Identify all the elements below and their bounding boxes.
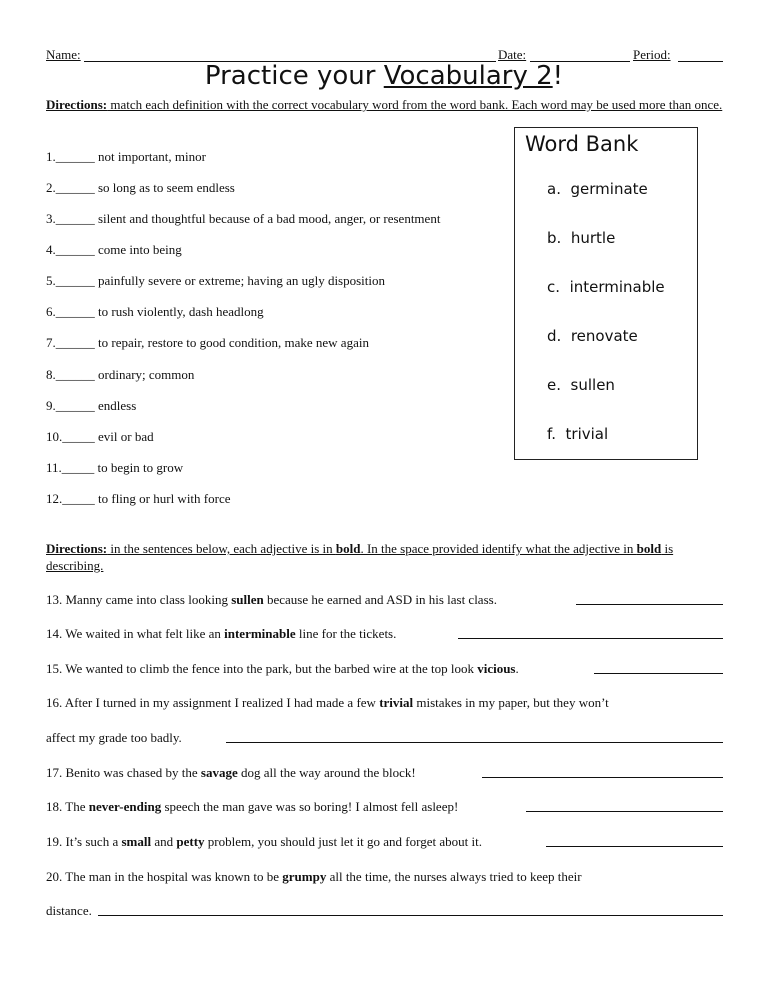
definition-number: 10.	[46, 429, 63, 444]
sentence-text: line for the tickets.	[295, 626, 397, 641]
definition-item	[46, 149, 206, 165]
sentence-13	[46, 592, 723, 608]
definition-text: to rush violently, dash headlong	[98, 304, 264, 319]
answer-line[interactable]	[482, 777, 723, 778]
sentence-text: dog all the way around the block!	[237, 765, 416, 780]
answer-blank[interactable]: ______	[55, 211, 95, 226]
sentence-text: 19. It’s such a	[46, 834, 122, 849]
sentence-text: distance.	[46, 903, 92, 918]
adjective: sullen	[231, 592, 264, 607]
adjective: trivial	[379, 695, 414, 710]
page-title	[0, 61, 768, 91]
sentence-text: and	[151, 834, 177, 849]
answer-blank[interactable]: ______	[55, 149, 95, 164]
sentence-text: speech the man gave was so boring! I almost fell asleep!	[161, 799, 459, 814]
adjective: petty	[176, 834, 205, 849]
directions-label: Directions:	[46, 97, 108, 112]
definition-number: 3.	[46, 211, 56, 226]
sentence-18	[46, 799, 723, 815]
definition-item	[46, 211, 440, 227]
word-text: sullen	[570, 376, 615, 394]
answer-line[interactable]	[546, 846, 723, 847]
definition-text: not important, minor	[98, 149, 206, 164]
answer-blank[interactable]: ______	[55, 304, 95, 319]
date-label: Date:	[498, 47, 527, 62]
sentence-text: 14. We waited in what felt like an	[46, 626, 225, 641]
definition-item	[46, 335, 369, 351]
definition-text: endless	[98, 398, 137, 413]
definition-item	[46, 367, 194, 383]
definition-item	[46, 398, 136, 414]
definition-item	[46, 180, 235, 196]
word-bank-item	[547, 180, 648, 198]
definition-number: 6.	[46, 304, 56, 319]
period-label: Period:	[633, 47, 671, 62]
directions-text: is describing.	[46, 541, 674, 573]
adjective: small	[121, 834, 152, 849]
definition-number: 5.	[46, 273, 56, 288]
word-text: trivial	[565, 425, 609, 443]
word-letter: c.	[547, 278, 561, 296]
sentence-text: mistakes in my paper, but they won’t	[413, 695, 609, 710]
answer-line[interactable]	[594, 673, 723, 674]
definition-number: 1.	[46, 149, 56, 164]
word-text: interminable	[569, 278, 665, 296]
sentence-text: .	[515, 661, 519, 676]
definition-item	[46, 491, 231, 507]
sentence-text: 15. We wanted to climb the fence into the park, but the barbed wire at the top look	[46, 661, 478, 676]
adjective: savage	[200, 765, 238, 780]
word-bank-item	[547, 278, 665, 296]
answer-blank[interactable]: _____	[62, 491, 95, 506]
sentence-text: 13. Manny came into class looking	[46, 592, 232, 607]
sentence-14	[46, 626, 723, 642]
answer-line[interactable]	[458, 638, 723, 639]
sentence-text: all the time, the nurses always tried to keep their	[326, 869, 582, 884]
answer-line[interactable]	[526, 811, 723, 812]
definition-text: so long as to seem endless	[98, 180, 235, 195]
definition-number: 4.	[46, 242, 56, 257]
definition-text: to begin to grow	[97, 460, 184, 475]
directions-text: . In the space provided identify what the adjective in	[360, 541, 637, 556]
answer-blank[interactable]: ______	[55, 335, 95, 350]
adjective: grumpy	[282, 869, 327, 884]
sentence-16	[46, 695, 723, 711]
definition-text: painfully severe or extreme; having an ugly disposition	[98, 273, 386, 288]
directions-matching	[46, 96, 726, 113]
word-text: germinate	[570, 180, 648, 198]
answer-line[interactable]	[576, 604, 723, 605]
adjective: vicious	[477, 661, 516, 676]
definition-text: evil or bad	[98, 429, 154, 444]
word-bank-item	[547, 327, 638, 345]
word-bank-title: Word Bank	[525, 132, 639, 156]
definition-item	[46, 304, 264, 320]
definition-number: 7.	[46, 335, 56, 350]
sentence-15	[46, 661, 723, 677]
word-bank-item	[547, 425, 608, 443]
definition-text: come into being	[98, 242, 182, 257]
word-letter: b.	[547, 229, 562, 247]
sentence-19	[46, 834, 723, 850]
adjective: never-ending	[88, 799, 162, 814]
answer-blank[interactable]: ______	[55, 367, 95, 382]
answer-blank[interactable]: _____	[62, 429, 95, 444]
answer-blank[interactable]: ______	[55, 242, 95, 257]
definition-item	[46, 429, 154, 445]
answer-blank[interactable]: ______	[55, 180, 95, 195]
name-label: Name:	[46, 47, 81, 62]
sentence-text: because he earned and ASD in his last class.	[263, 592, 497, 607]
word-letter: d.	[547, 327, 562, 345]
sentence-text: 17. Benito was chased by the	[46, 765, 201, 780]
word-text: hurtle	[570, 229, 616, 247]
directions-adjectives	[46, 540, 726, 574]
adjective: interminable	[224, 626, 296, 641]
bold-word: bold	[636, 541, 662, 556]
word-bank-item	[547, 229, 615, 247]
definition-text: silent and thoughtful because of a bad mood, anger, or resentment	[98, 211, 441, 226]
sentence-text: 18. The	[46, 799, 89, 814]
word-text: renovate	[570, 327, 638, 345]
sentence-text: 16. After I turned in my assignment I realized I had made a few	[46, 695, 380, 710]
answer-line[interactable]	[98, 915, 723, 916]
answer-blank[interactable]: _____	[61, 460, 95, 475]
definition-number: 8.	[46, 367, 56, 382]
sentence-16-cont	[46, 730, 723, 746]
bold-word: bold	[335, 541, 361, 556]
definition-text: to repair, restore to good condition, make new again	[98, 335, 369, 350]
word-bank-item	[547, 376, 615, 394]
definition-number: 11.	[46, 460, 62, 475]
title-underlined: Vocabulary 2	[383, 61, 553, 91]
sentence-20-cont	[46, 903, 723, 919]
answer-line[interactable]	[226, 742, 723, 743]
definition-item	[46, 273, 385, 289]
definition-number: 9.	[46, 398, 56, 413]
definition-item	[46, 460, 183, 476]
word-letter: e.	[547, 376, 561, 394]
definition-number: 2.	[46, 180, 56, 195]
sentence-17	[46, 765, 723, 781]
word-bank	[514, 127, 698, 460]
definition-item	[46, 242, 182, 258]
title-suffix: !	[552, 61, 564, 91]
sentence-text: 20. The man in the hospital was known to be	[46, 869, 283, 884]
sentence-text: affect my grade too badly.	[46, 730, 182, 745]
directions-label: Directions:	[46, 541, 108, 556]
definition-text: ordinary; common	[98, 367, 195, 382]
word-letter: f.	[547, 425, 556, 443]
title-prefix: Practice your	[204, 61, 384, 91]
word-letter: a.	[547, 180, 561, 198]
answer-blank[interactable]: ______	[55, 398, 95, 413]
directions-text: match each definition with the correct vocabulary word from the word bank. Each word may be used more than once.	[107, 97, 723, 112]
definition-text: to fling or hurl with force	[98, 491, 231, 506]
sentence-20	[46, 869, 723, 885]
definition-number: 12.	[46, 491, 63, 506]
sentence-text: problem, you should just let it go and forget about it.	[204, 834, 482, 849]
directions-text: in the sentences below, each adjective is in	[107, 541, 336, 556]
answer-blank[interactable]: ______	[55, 273, 95, 288]
